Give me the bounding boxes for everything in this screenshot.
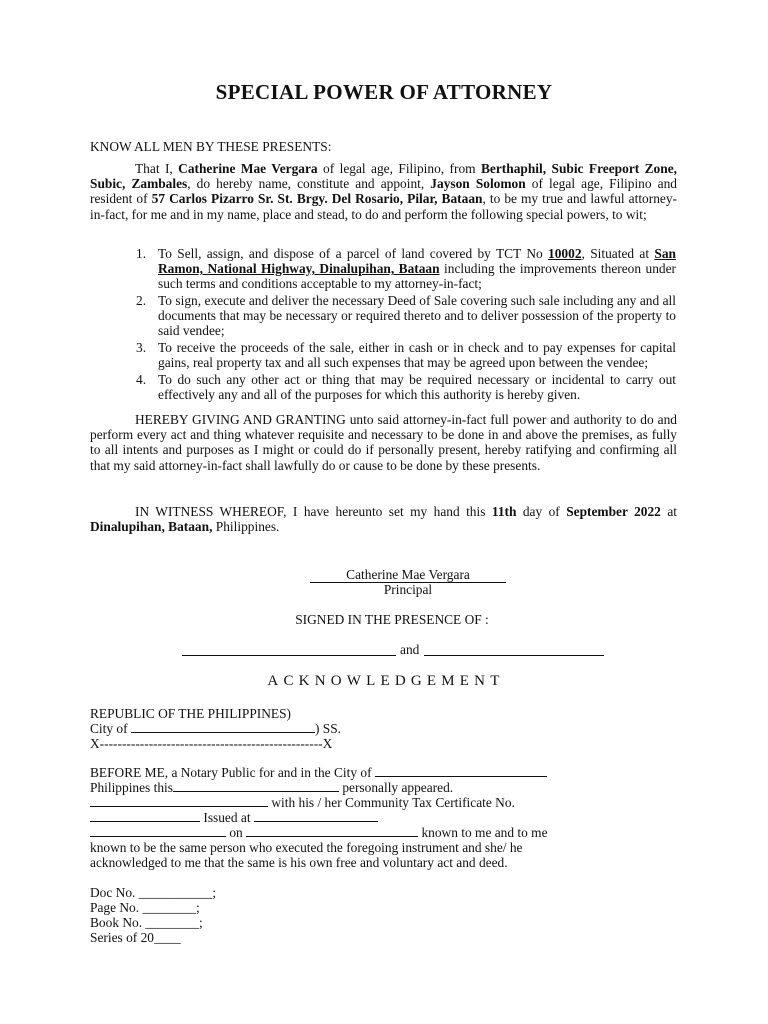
notary-line-2 (90, 780, 453, 796)
notary-text: on (229, 825, 243, 840)
power-number: 4. (136, 372, 147, 387)
city-blank (131, 721, 315, 733)
doc-no: Doc No. ___________; (90, 885, 217, 900)
property-location: San Ramon, National Highway, Dinalupihan, Bataan (158, 246, 676, 277)
book-no: Book No. ________; (90, 915, 203, 930)
notary-text: with his / her Community Tax Certificate No. (271, 795, 515, 810)
power-item-3: To receive the proceeds of the sale, either in cash or in check and to pay expenses for capital gains, real property tax and all such expenses that may be agreed upon between the vendee; (158, 340, 676, 371)
intro-paragraph (90, 161, 677, 222)
notary-text: Issued at (203, 810, 251, 825)
power-number: 2. (136, 293, 147, 308)
notary-line-5 (90, 825, 548, 841)
intro-text: , do hereby name, constitute and appoint, (187, 176, 431, 192)
notary-line-1 (90, 765, 547, 781)
salutation: KNOW ALL MEN BY THESE PRESENTS: (90, 139, 332, 154)
witness-text: IN WITNESS WHEREOF, I have hereunto set my hand this (135, 504, 492, 519)
ss-label: ) SS. (314, 721, 341, 736)
signatory-name: Catherine Mae Vergara (346, 567, 470, 582)
principal-name: Catherine Mae Vergara (178, 161, 318, 176)
tct-number: 10002 (548, 246, 582, 261)
intro-text: That I, (135, 161, 179, 176)
notary-line-6: known to be the same person who executed the foregoing instrument and she/ he (90, 840, 523, 855)
place-blank (246, 825, 418, 837)
and-word: and (400, 642, 420, 657)
notary-text: Philippines this (90, 780, 173, 795)
city-label: City of (90, 721, 128, 736)
date-blank (173, 780, 339, 792)
issued-date-blank (90, 825, 226, 837)
signing-place: Dinalupihan, Bataan, (90, 519, 213, 535)
power-text: To Sell, assign, and dispose of a parcel of land covered by TCT No (158, 246, 549, 261)
page-no: Page No. ________; (90, 900, 200, 915)
signing-month-year: September 2022 (566, 504, 661, 519)
power-text: including the improvements thereon under such terms and conditions acceptable to my attorney-in-fact; (158, 261, 676, 292)
notary-line-7: acknowledged to me that the same is his own free and voluntary act and deed. (90, 855, 508, 870)
notary-text: known to me and to me (421, 825, 548, 840)
x-separator: X--------------------------------------------------X (90, 736, 333, 751)
signed-in-presence-heading: SIGNED IN THE PRESENCE OF : (295, 612, 489, 627)
intro-text: of legal age, Filipino, from (317, 161, 481, 176)
notary-text: personally appeared. (342, 780, 454, 795)
power-number: 3. (136, 340, 147, 355)
witness-line-1 (182, 655, 396, 656)
witness-text: at (660, 504, 677, 519)
notary-text: BEFORE ME, a Notary Public for and in the City of (90, 765, 372, 780)
witness-paragraph (90, 504, 677, 534)
granting-paragraph: HEREBY GIVING AND GRANTING unto said attorney-in-fact full power and authority to do and perform every act and thing whatever requisite and necessary to be done in and above the premises, as fully to all intents and purposes as I might or could do if personally present, hereby ratifying and confirming all that my said attorney-in-fact shall lawfully do or cause to be done by these presents. (90, 412, 677, 473)
series-no: Series of 20____ (90, 930, 181, 945)
acknowledgement-title: ACKNOWLEDGEMENT (267, 673, 505, 689)
witness-text: Philippines. (212, 519, 280, 535)
intro-text: of legal age, Filipino and resident of (90, 176, 677, 207)
notary-line-4 (90, 810, 378, 826)
power-item-4: To do such any other act or thing that may be required necessary or incidental to carry out effectively any and all of the purposes for which this authority is hereby given. (158, 372, 676, 403)
power-item-2: To sign, execute and deliver the necessary Deed of Sale covering such sale including any and all documents that may be necessary or required thereto and to deliver possession of the property to said vendee; (158, 293, 676, 339)
issued-at-blank (254, 810, 378, 822)
notary-line-3 (90, 795, 515, 811)
power-item-1 (158, 246, 676, 292)
witness-text: day of (516, 504, 567, 519)
witness-line-2 (424, 655, 604, 656)
attorney-name: Jayson Solomon (430, 176, 526, 192)
ctc-number-blank (90, 810, 200, 822)
document-title: SPECIAL POWER OF ATTORNEY (215, 80, 553, 104)
city-line (90, 721, 341, 737)
principal-address: Berthaphil, Subic Freeport Zone, Subic, Zambales (90, 161, 677, 192)
intro-text: , to be my true and lawful attorney-in-fact, for me and in my name, place and stead, to do and perform the following special powers, to wit; (90, 191, 677, 222)
signatory-role: Principal (383, 582, 433, 597)
attorney-address: 57 Carlos Pizarro Sr. St. Brgy. Del Rosario, Pilar, Bataan (151, 191, 483, 207)
signing-day: 11th (491, 504, 517, 519)
power-number: 1. (136, 246, 147, 261)
republic-line: REPUBLIC OF THE PHILIPPINES) (90, 706, 292, 721)
name-blank (90, 795, 268, 807)
city-blank (375, 765, 547, 777)
power-text: , Situated at (581, 246, 655, 261)
